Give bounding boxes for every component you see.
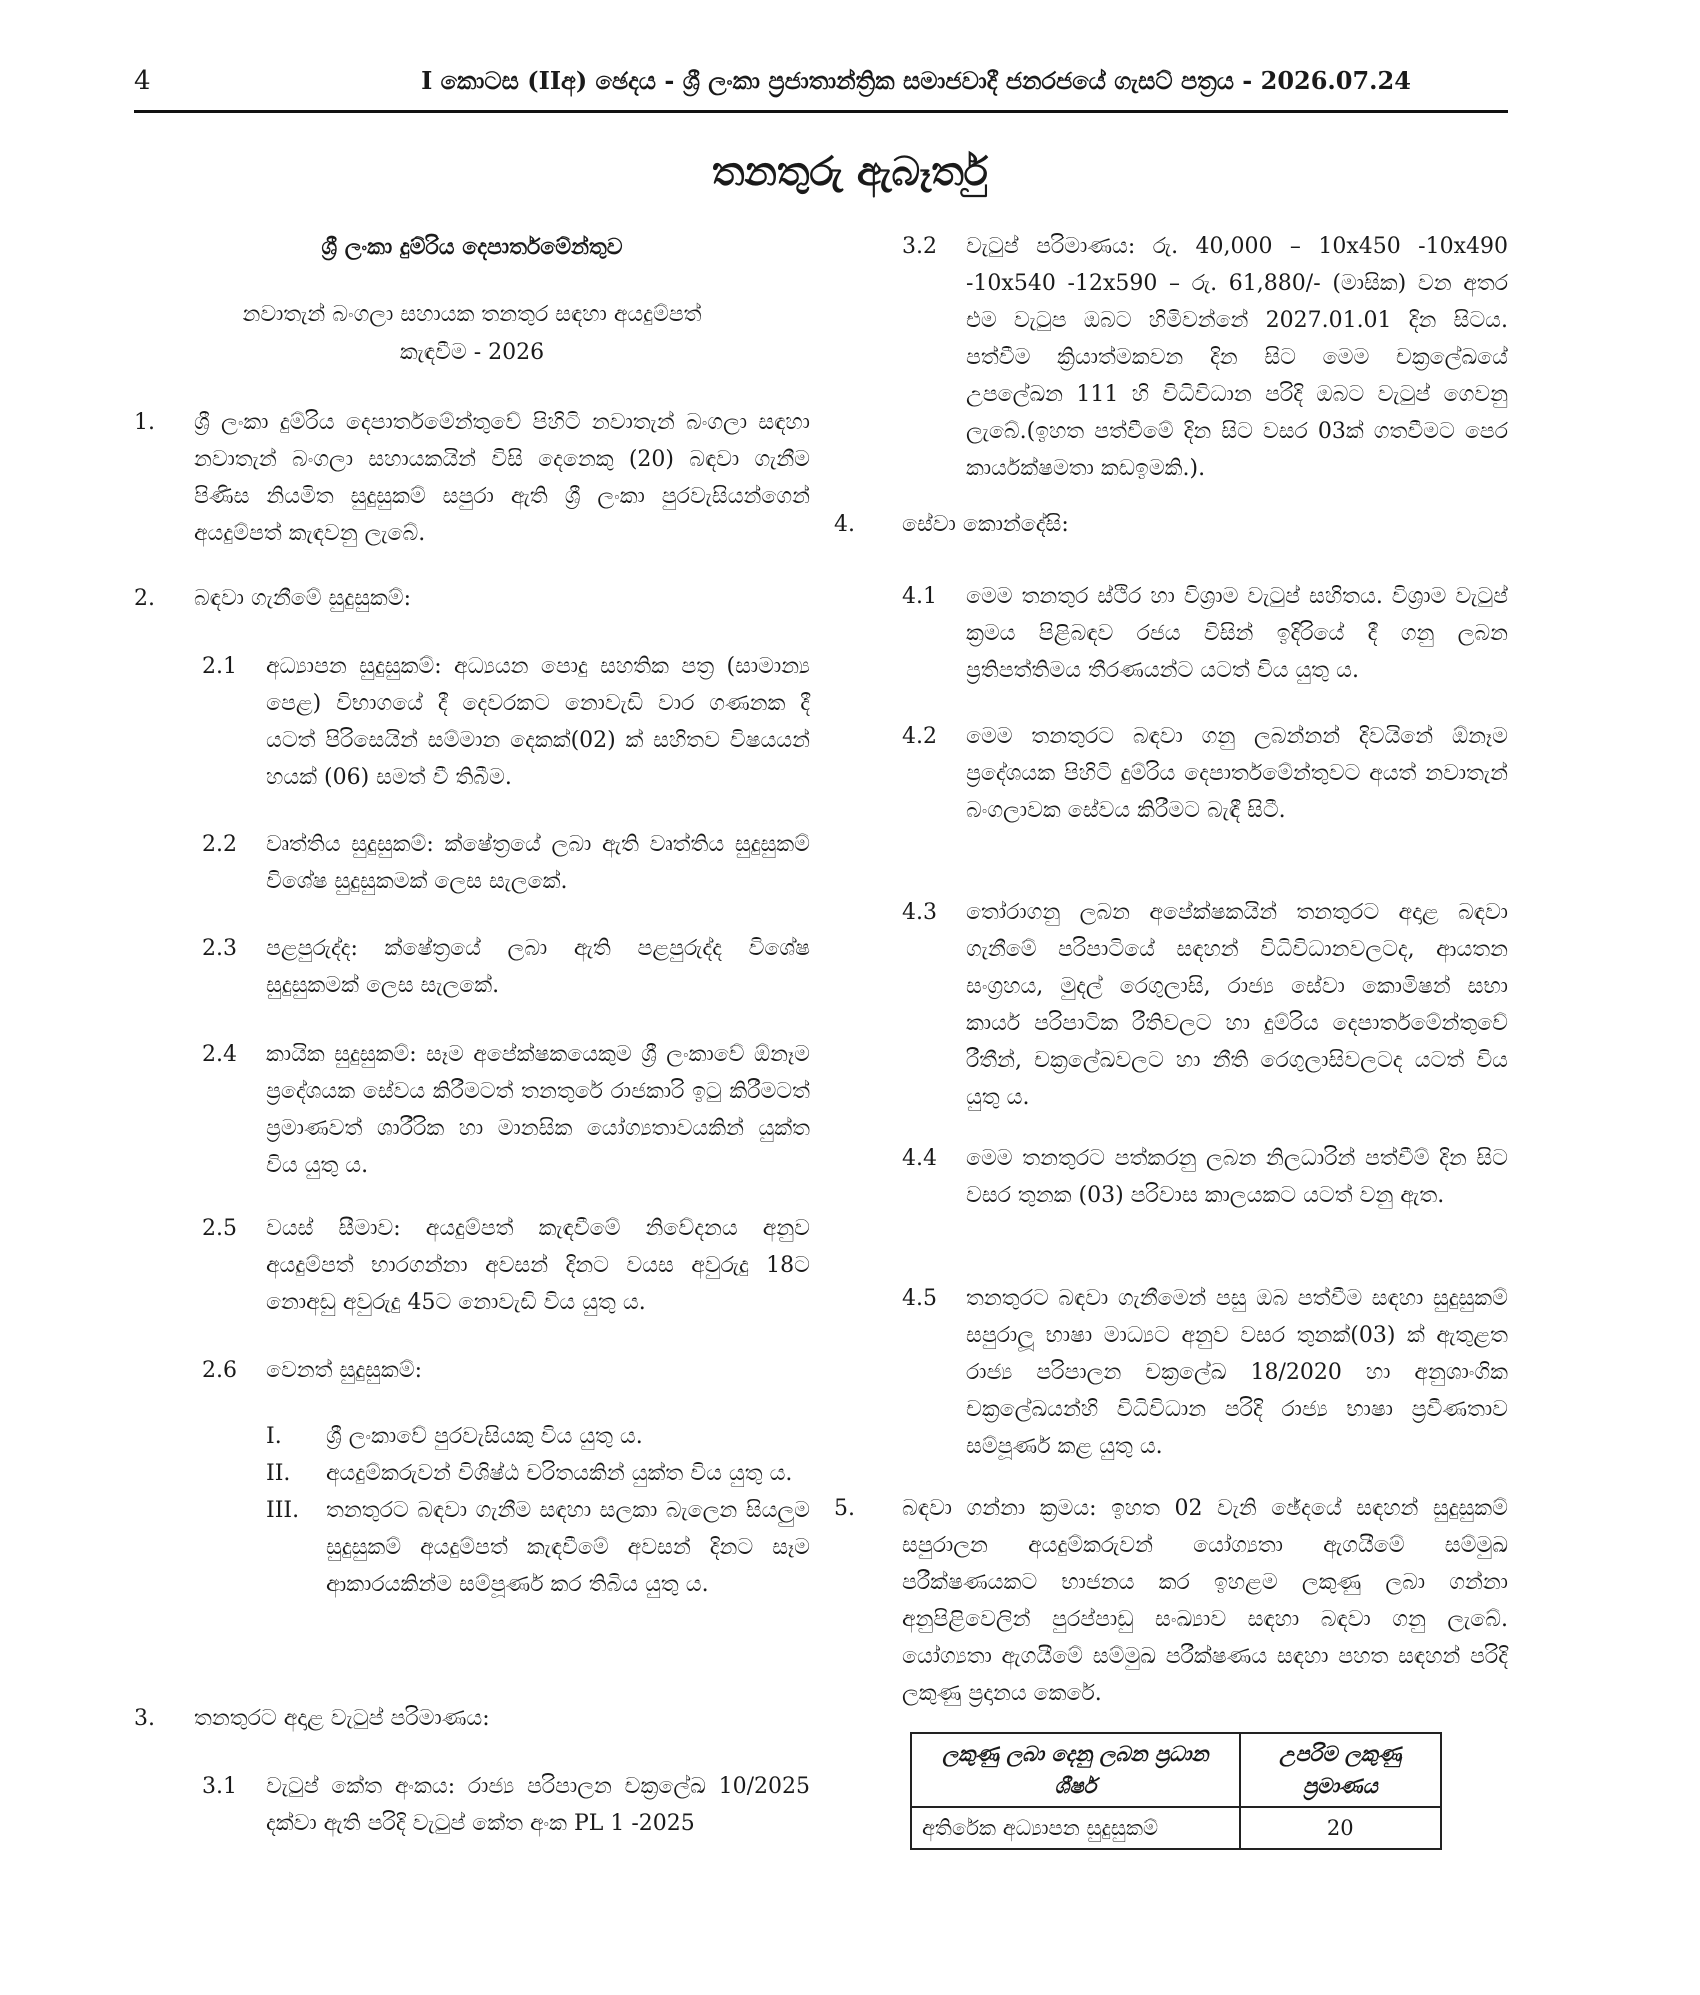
subsection-number: 4.2 [902,724,937,749]
subsection-number: 2.3 [202,936,237,961]
subsection-2-1 [202,648,810,796]
subsection-number: 4.5 [902,1286,937,1311]
subsection-2-5 [202,1210,810,1321]
section-text: තනතුරට අදාළ වැටුප් පරිමාණය: [194,1706,490,1731]
subsection-text: වැටුප් පරිමාණය: රු. 40,000 – 10x450 -10x490 -10x540 -12x590 – රු. 61,880/- (මාසික) වන අතර එම වැටුප ඔබට හිමිවන්නේ 2027.01.01 දින සිටය. පත්වීම ක්‍රියාත්මකවන දින සිට මෙම චක්‍රලේඛයේ උපලේඛන 111 හි විධිවිධාන පරිදි ඔබට වැටුප් ගෙවනු ලැබේ.(ඉහත පත්වීමේ දින සිට වසර 03ක් ගතවීමට පෙර කාර්යක්ෂමතා කඩඉමකි.). [966,234,1508,481]
column-header: ලකුණු ලබා දෙනු ලබන ප්‍රධාන ශීර්ෂ [911,1733,1240,1807]
section-number: 1. [134,410,155,435]
other-qualifications-list [266,1418,810,1603]
notice-subtitle-line2: කැඳවීම - 2026 [399,340,545,365]
subsection-text: මෙම තනතුරට පත්කරනු ලබන නිලධාරින් පත්වීම් දින සිට වසර තුනක (03) පරිවාස කාලයකට යටත් වනු ඇත. [966,1146,1508,1208]
section-4-heading [834,506,1508,543]
subsection-text: මෙම තනතුරට බඳවා ගනු ලබන්නන් දිවයිනේ ඕනෑම ප්‍රදේශයක පිහිටි දුම්රිය දෙපාර්තමේන්තුවට අයත් නවාතැන් බංගලාවක සේවය කිරීමට බැඳී සිටී. [966,724,1508,823]
subsection-3-2 [902,228,1508,487]
table-cell-item: අතිරේක අධ්‍යාපන සුදුසුකම් [911,1807,1240,1849]
subsection-3-1 [202,1768,810,1842]
subsection-4-5 [902,1280,1508,1465]
subsection-text: මෙම තනතුර ස්ථිර හා විශ්‍රාම වැටුප් සහිතය. විශ්‍රාම වැටුප් ක්‍රමය පිළිබඳව රජය විසින් ඉදිරියේ දී ගනු ලබන ප්‍රතිපත්තිමය තීරණයන්ට යටත් විය යුතු ය. [966,584,1508,683]
section-1 [134,404,810,552]
gazette-header [134,66,1508,113]
section-3-heading [134,1700,810,1737]
list-item-number: II. [266,1461,291,1486]
table-cell-marks: 20 [1240,1807,1441,1849]
list-item-number: I. [266,1424,282,1449]
section-2-heading [134,580,810,617]
page-title: තනතුරු ඇබෑර්තු [712,148,988,195]
section-number: 4. [834,512,855,537]
subsection-text: අධ්‍යාපන සුදුසුකම්: අධ්‍යයන පොදු සහතික පත්‍ර (සාමාන්‍ය පෙළ) විභාගයේ දී දෙවරකට නොවැඩි වාර ගණනක දී යටත් පිරිසෙයින් සම්මාන දෙකක්(02) ක් සහිතව විෂයයන් හයක් (06) සමත් වී තිබීම. [266,654,810,790]
section-text: බඳවා ගැනීමේ සුදුසුකම්: [194,586,412,611]
column-header: උපරිම ලකුණු ප්‍රමාණය [1240,1733,1441,1807]
notice-subtitle-line1: නවාතැන් බංගලා සහායක තනතුර සඳහා අයදුම්පත් [242,302,702,327]
subsection-number: 2.4 [202,1042,237,1067]
subsection-text: වයස් සීමාව: අයදුම්පත් කැඳවීමේ නිවේදනය අනුව අයදුම්පත් භාරගන්නා අවසන් දිනට වයස අවුරුදු 18ට නොඅඩු අවුරුදු 45ට නොවැඩි විය යුතු ය. [266,1216,810,1315]
subsection-2-4 [202,1036,810,1184]
section-text: සේවා කොන්දේසි: [902,512,1069,537]
subsection-2-2 [202,826,810,900]
subsection-text: තෝරාගනු ලබන අපේක්ෂකයින් තනතුරට අදාළ බඳවා ගැනීමේ පරිපාටියේ සඳහන් විධිවිධානවලටද, ආයතන සංග්‍රහය, මුදල් රෙගුලාසි, රාජ්‍ය සේවා කොමිෂන් සභා කාර්ය පරිපාටික රීතිවලට හා දුම්රිය දෙපාර්තමේන්තුවේ රීතීන්, චක්‍රලේඛවලට හා නීති රෙගුලාසිවලටද යටත් විය යුතු ය. [966,900,1508,1110]
section-text: බඳවා ගන්නා ක්‍රමය: ඉහත 02 වැනි ඡේදයේ සඳහන් සුදුසුකම් සපුරාලන අයදුම්කරුවන් යෝග්‍යතා ඇගයීමේ සම්මුඛ පරීක්ෂණයකට භාජනය කර ඉහළම ලකුණු ලබා ගන්නා අනුපිළිවෙලින් පුරප්පාඩු සංඛ්‍යාව සඳහා බඳවා ගනු ලැබේ. යෝග්‍යතා ඇගයීමේ සම්මුඛ පරීක්ෂණය සඳහා පහත සඳහන් පරිදි ලකුණු ප්‍රදානය කෙරේ. [902,1496,1508,1706]
subsection-text: කායික සුදුසුකම්: සෑම අපේක්ෂකයෙකුම ශ්‍රී ලංකාවේ ඕනෑම ප්‍රදේශයක සේවය කිරීමටත් තනතුරේ රාජකාරි ඉටු කිරීමටත් ප්‍රමාණවත් ශාරීරික හා මානසික යෝග්‍යතාවයකින් යුක්ත විය යුතු ය. [266,1042,810,1178]
subsection-4-2 [902,718,1508,829]
subsection-text: වැටුප් කේත අංකය: රාජ්‍ය පරිපාලන චක්‍රලේඛ 10/2025 දක්වා ඇති පරිදි වැටුප් කේත අංක PL 1 -2025 [266,1774,810,1836]
list-item-text: ශ්‍රී ලංකාවේ පුරවැසියකු විය යුතු ය. [326,1424,643,1449]
list-item-text: අයදුම්කරුවන් විශිෂ්ඨ චරිතයකින් යුක්ත විය යුතු ය. [326,1461,793,1486]
subsection-text: තනතුරට බඳවා ගැනීමෙන් පසු ඔබ පත්වීම සඳහා සුදුසුකම් සපුරාලූ භාෂා මාධ්‍යට අනුව වසර තුනක්(03) ක් ඇතුළත රාජ්‍ය පරිපාලන චක්‍රලේඛ 18/2020 හා අනුශාංගික චක්‍රලේඛයන්හි විධිවිධාන පරිදි රාජ්‍ය භාෂා ප්‍රවීණතාව සම්පූර්ණ කළ යුතු ය. [966,1286,1508,1459]
subsection-number: 4.1 [902,584,937,609]
marks-table [910,1732,1442,1850]
subsection-number: 3.1 [202,1774,237,1799]
subsection-number: 4.3 [902,900,937,925]
subsection-number: 2.2 [202,832,237,857]
list-item-number: III. [266,1498,300,1523]
section-number: 3. [134,1706,155,1731]
table-header-row [911,1733,1441,1807]
subsection-2-3 [202,930,810,1004]
section-number: 5. [834,1496,855,1521]
page-number: 4 [134,66,151,96]
section-number: 2. [134,586,155,611]
list-item [266,1455,810,1492]
department-name: ශ්‍රී ලංකා දුම්රිය දෙපාර්තමේන්තුව [321,234,623,260]
subsection-text: පළපුරුද්ද: ක්ෂේත්‍රයේ ලබා ඇති පළපුරුද්ද විශේෂ සුදුසුකමක් ලෙස සැලකේ. [266,936,810,998]
list-item [266,1492,810,1603]
section-5 [834,1490,1508,1712]
section-text: ශ්‍රී ලංකා දුම්රිය දෙපාර්තමේන්තුවේ පිහිටි නවාතැන් බංගලා සඳහා නවාතැන් බංගලා සහායකයින් විසි දෙනෙකු (20) බඳවා ගැනීම පිණිස නියමිත සුදුසුකම් සපුරා ඇති ශ්‍රී ලංකා පුරවැසියන්ගෙන් අයදුම්පත් කැඳවනු ලැබේ. [194,410,810,546]
subsection-number: 4.4 [902,1146,937,1171]
table-row [911,1807,1441,1849]
subsection-4-1 [902,578,1508,689]
subsection-number: 2.1 [202,654,237,679]
subsection-text: වෙනත් සුදුසුකම්: [266,1358,423,1383]
subsection-4-4 [902,1140,1508,1214]
list-item-text: තනතුරට බඳවා ගැනීම සඳහා සලකා බැලෙන සියලුම සුදුසුකම් අයදුම්පත් කැඳවීමේ අවසන් දිනට සෑම ආකාරයකින්ම සම්පූර්ණ කර තිබිය යුතු ය. [326,1498,810,1597]
subsection-4-3 [902,894,1508,1116]
subsection-2-6 [202,1352,810,1389]
gazette-title: I කොටස (IIඅ) ඡෙදය - ශ්‍රී ලංකා ප්‍රජාතාන්ත්‍රික සමාජවාදී ජනරජයේ ගැසට් පත්‍රය - 2026.07.24 [421,66,1411,95]
subsection-text: වෘත්තිය සුදුසුකම්: ක්ෂේත්‍රයේ ලබා ඇති වෘත්තිය සුදුසුකම් විශේෂ සුදුසුකමක් ලෙස සැලකේ. [266,832,810,894]
list-item [266,1418,810,1455]
subsection-number: 2.6 [202,1358,237,1383]
subsection-number: 2.5 [202,1216,237,1241]
subsection-number: 3.2 [902,234,937,259]
